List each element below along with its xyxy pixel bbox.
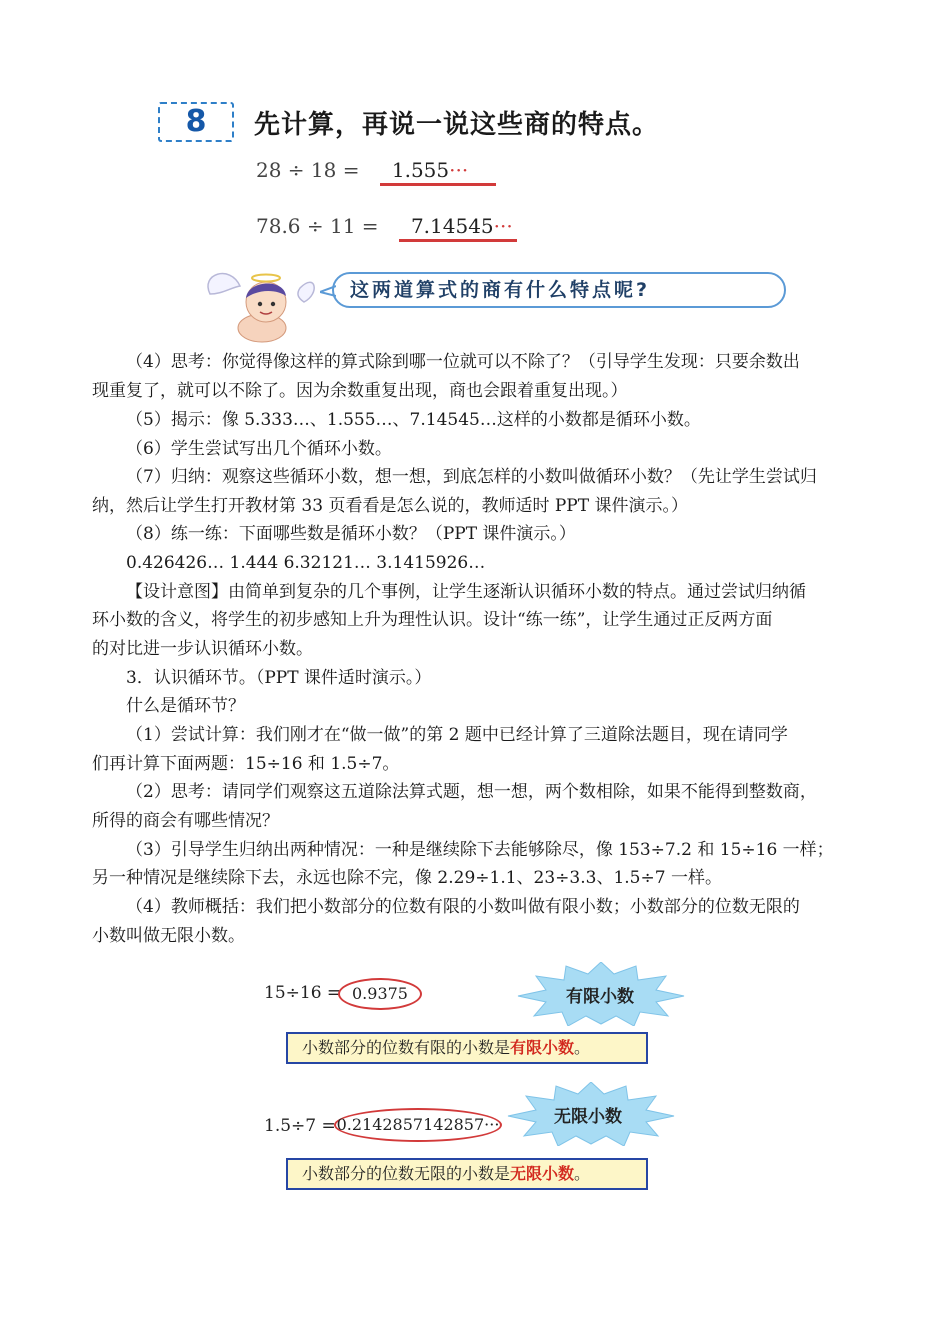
finite-def-highlight: 有限小数 bbox=[510, 1038, 575, 1057]
paragraph-line: （4）教师概括：我们把小数部分的位数有限的小数叫做有限小数；小数部分的位数无限的 bbox=[126, 897, 800, 917]
paragraph-line: （8）练一练：下面哪些数是循环小数？（PPT 课件演示。） bbox=[126, 524, 576, 544]
infinite-def-prefix: 小数部分的位数无限的小数是 bbox=[302, 1164, 511, 1183]
infinite-def-suffix: 。 bbox=[574, 1164, 591, 1183]
infinite-expr: 1.5÷7 = bbox=[264, 1116, 336, 1136]
finite-def-prefix: 小数部分的位数有限的小数是 bbox=[302, 1038, 511, 1057]
equation-2-dots: ··· bbox=[493, 214, 513, 238]
paragraph-line: （2）思考：请同学们观察这五道除法算式题，想一想，两个数相除，如果不能得到整数商， bbox=[126, 782, 817, 802]
paragraph-line: 纳，然后让学生打开教材第 33 页看看是怎么说的，教师适时 PPT 课件演示。） bbox=[92, 496, 688, 516]
practice-numbers: 0.426426… 1.444 6.32121… 3.1415926… bbox=[126, 553, 486, 573]
exercise-title: 先计算，再说一说这些商的特点。 bbox=[254, 110, 660, 140]
paragraph-line: 什么是循环节？ bbox=[126, 696, 245, 716]
finite-def-suffix: 。 bbox=[574, 1038, 591, 1057]
finite-definition-box bbox=[286, 1032, 648, 1064]
paragraph-line: 小数叫做无限小数。 bbox=[92, 926, 245, 946]
angel-illustration bbox=[200, 264, 320, 344]
equation-2-expr: 78.6 ÷ 11 = bbox=[256, 214, 379, 238]
infinite-definition-box bbox=[286, 1158, 648, 1190]
finite-expr: 15÷16 = bbox=[264, 983, 342, 1003]
paragraph-line: （1）尝试计算：我们刚才在“做一做”的第 2 题中已经计算了三道除法题目，现在请同学 bbox=[126, 725, 788, 745]
equation-1-expr: 28 ÷ 18 = bbox=[256, 158, 360, 182]
section-heading: 3．认识循环节。（PPT 课件适时演示。） bbox=[126, 668, 432, 688]
equation-2 bbox=[256, 214, 517, 242]
exercise-figure bbox=[150, 96, 810, 346]
design-intent-line: 的对比进一步认识循环小数。 bbox=[92, 639, 313, 659]
exercise-number-badge: 8 bbox=[158, 102, 234, 142]
design-intent-line: 环小数的含义，将学生的初步感知上升为理性认识。设计“练一练”，让学生通过正反两方面 bbox=[92, 610, 773, 630]
paragraph-line: （3）引导学生归纳出两种情况：一种是继续除下去能够除尽，像 153÷7.2 和 15÷16 一样； bbox=[126, 840, 834, 860]
finite-label: 有限小数 bbox=[566, 987, 634, 1007]
speech-bubble: 这两道算式的商有什么特点呢? bbox=[332, 272, 786, 308]
equation-2-answer: 7.14545··· bbox=[399, 214, 517, 242]
paragraph-line: （7）归纳：观察这些循环小数，想一想，到底怎样的小数叫做循环小数？（先让学生尝试归 bbox=[126, 467, 817, 487]
equation-1-answer: 1.555··· bbox=[380, 158, 496, 186]
paragraph-line: 现重复了，就可以不除了。因为余数重复出现，商也会跟着重复出现。） bbox=[92, 381, 628, 401]
decimal-types-diagram bbox=[250, 962, 700, 1198]
infinite-label: 无限小数 bbox=[554, 1107, 622, 1127]
equation-1-dots: ··· bbox=[449, 158, 469, 182]
finite-result-oval: 0.9375 bbox=[338, 978, 422, 1010]
paragraph-line: （5）揭示：像 5.333…、1.555…、7.14545…这样的小数都是循环小数。 bbox=[126, 410, 701, 430]
infinite-result-oval: 0.2142857142857··· bbox=[334, 1108, 502, 1142]
equation-1 bbox=[256, 158, 496, 186]
paragraph-line: 另一种情况是继续除下去，永远也除不完，像 2.29÷1.1、23÷3.3、1.5÷7 一样。 bbox=[92, 868, 722, 888]
paragraph-line: （4）思考：你觉得像这样的算式除到哪一位就可以不除了？（引导学生发现：只要余数出 bbox=[126, 352, 800, 372]
paragraph-line: 所得的商会有哪些情况？ bbox=[92, 811, 279, 831]
infinite-def-highlight: 无限小数 bbox=[510, 1164, 575, 1183]
paragraph-line: （6）学生尝试写出几个循环小数。 bbox=[126, 439, 392, 459]
design-intent-line: 【设计意图】由简单到复杂的几个事例，让学生逐渐认识循环小数的特点。通过尝试归纳循 bbox=[126, 582, 806, 602]
paragraph-line: 们再计算下面两题：15÷16 和 1.5÷7。 bbox=[92, 754, 400, 774]
